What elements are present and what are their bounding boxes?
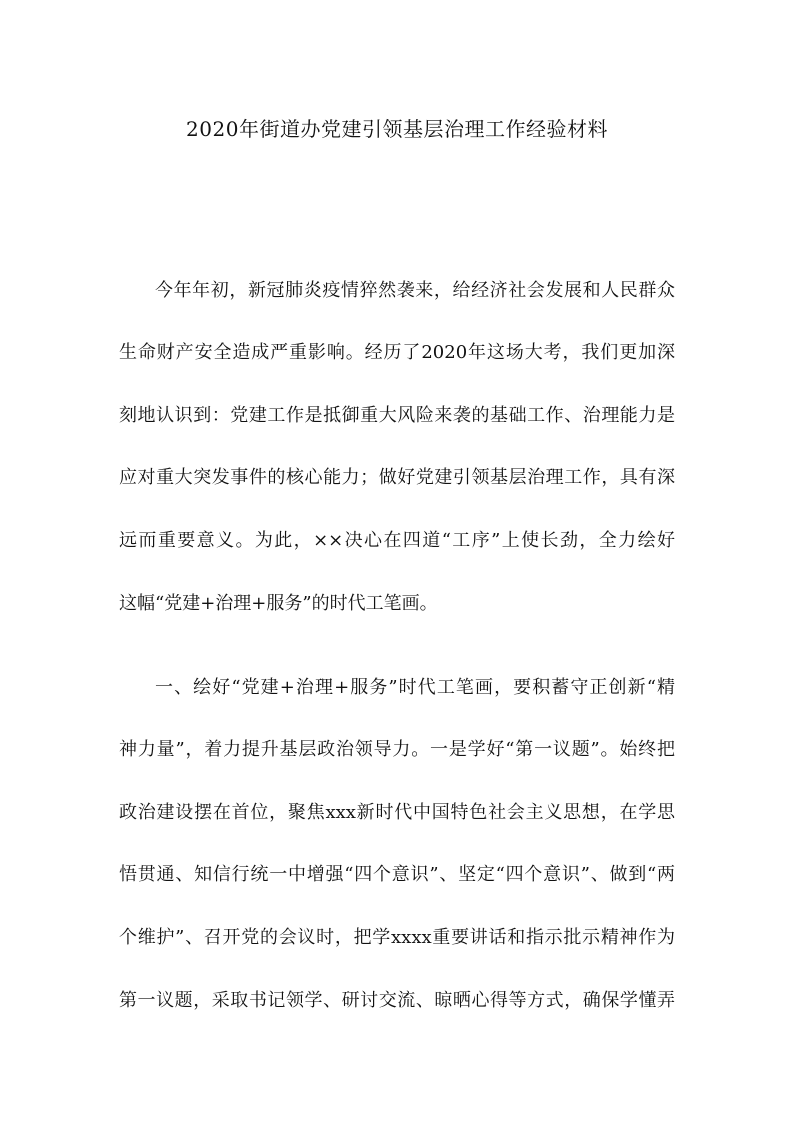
paragraph-2-line-6: 第一议题，采取书记领学、研讨交流、晾晒心得等方式，确保学懂弄 [119,990,675,1011]
paragraph-2-line-3: 政治建设摆在首位，聚焦xxx新时代中国特色社会主义思想，在学思 [119,802,675,823]
paragraph-1-line-5: 远而重要意义。为此，××决心在四道“工序”上使长劲，全力绘好 [119,530,675,551]
paragraph-1-line-4: 应对重大突发事件的核心能力；做好党建引领基层治理工作，具有深 [119,467,675,488]
paragraph-1-line-1: 今年年初，新冠肺炎疫情猝然袭来，给经济社会发展和人民群众 [155,280,675,301]
paragraph-2-line-2: 神力量”，着力提升基层政治领导力。一是学好“第一议题”。始终把 [119,739,675,760]
paragraph-2-line-1: 一、绘好“党建+治理+服务”时代工笔画，要积蓄守正创新“精 [155,677,675,698]
paragraph-1-line-2: 生命财产安全造成严重影响。经历了2020年这场大考，我们更加深 [119,342,675,363]
document-title: 2020年街道办党建引领基层治理工作经验材料 [186,117,608,141]
paragraph-1-line-6: 这幅“党建+治理+服务”的时代工笔画。 [119,593,438,614]
paragraph-1-line-3: 刻地认识到：党建工作是抵御重大风险来袭的基础工作、治理能力是 [119,405,675,426]
paragraph-2-line-4: 悟贯通、知信行统一中增强“四个意识”、坚定“四个意识”、做到“两 [119,864,675,885]
paragraph-2-line-5: 个维护”、召开党的会议时，把学xxxx重要讲话和指示批示精神作为 [119,927,675,948]
